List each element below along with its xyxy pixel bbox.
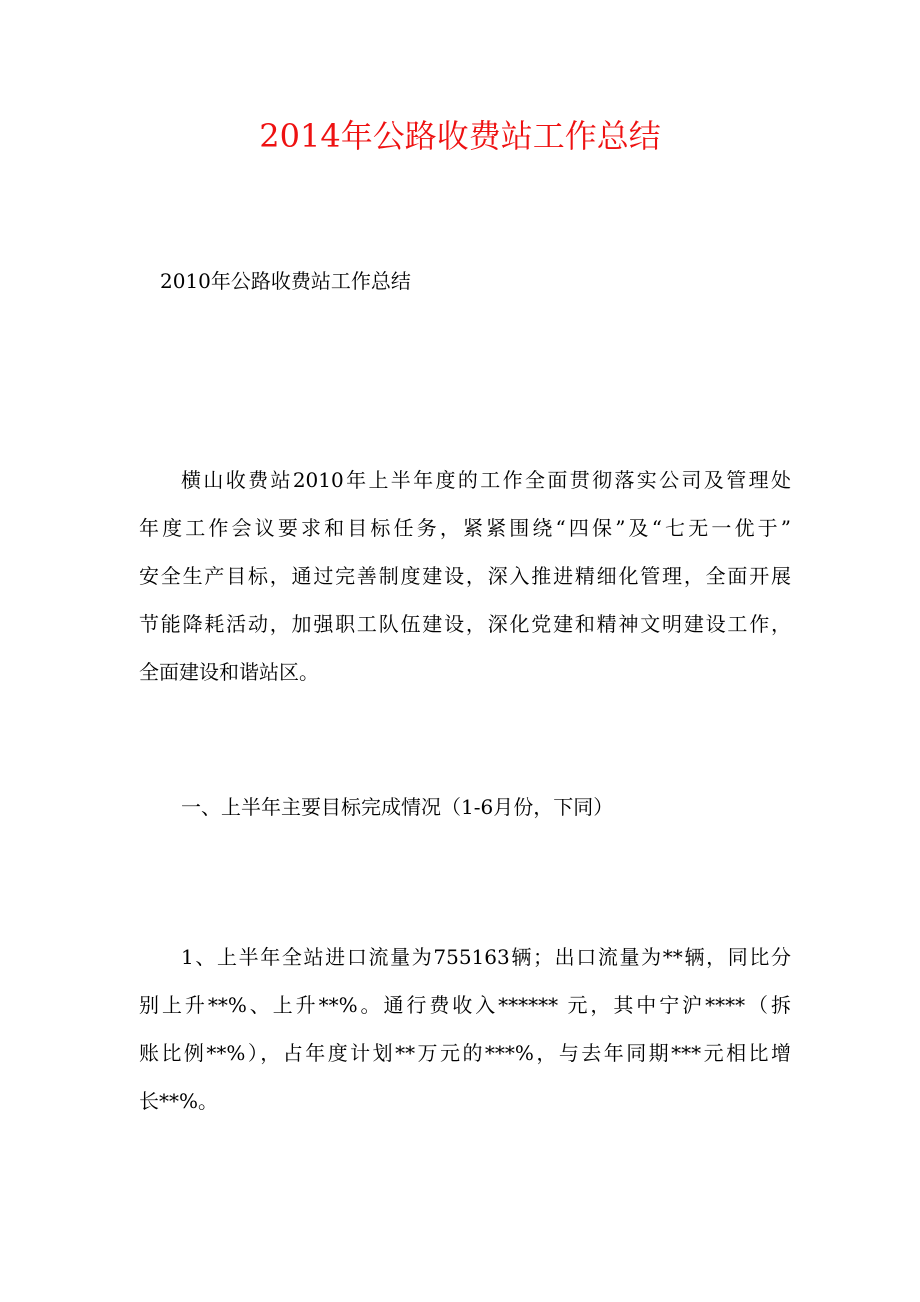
- section-heading: 一、上半年主要目标完成情况（1-6月份，下同）: [181, 795, 614, 819]
- results-paragraph: [139, 933, 791, 1125]
- paragraph-line: 横山收费站2010年上半年度的工作全面贯彻落实公司及管理处: [181, 468, 791, 492]
- paragraph-line: 安全生产目标，通过完善制度建设，深入推进精细化管理，全面开展: [139, 564, 791, 588]
- intro-paragraph: [139, 456, 791, 696]
- paragraph-line: 1、上半年全站进口流量为755163辆；出口流量为**辆，同比分: [181, 945, 791, 969]
- paragraph-line: 年度工作会议要求和目标任务，紧紧围绕“四保”及“七无一优于”: [139, 516, 791, 540]
- paragraph-line: 全面建设和谐站区。: [139, 660, 319, 684]
- document-subtitle: 2010年公路收费站工作总结: [160, 269, 411, 293]
- document-title: 2014年公路收费站工作总结: [259, 117, 661, 155]
- paragraph-line: 长**%。: [139, 1089, 219, 1113]
- paragraph-line: 账比例**%），占年度计划**万元的***%，与去年同期***元相比增: [139, 1041, 791, 1065]
- paragraph-line: 节能降耗活动，加强职工队伍建设，深化党建和精神文明建设工作，: [139, 612, 791, 636]
- paragraph-line: 别上升**%、上升**%。通行费收入****** 元，其中宁沪****（拆: [139, 993, 791, 1017]
